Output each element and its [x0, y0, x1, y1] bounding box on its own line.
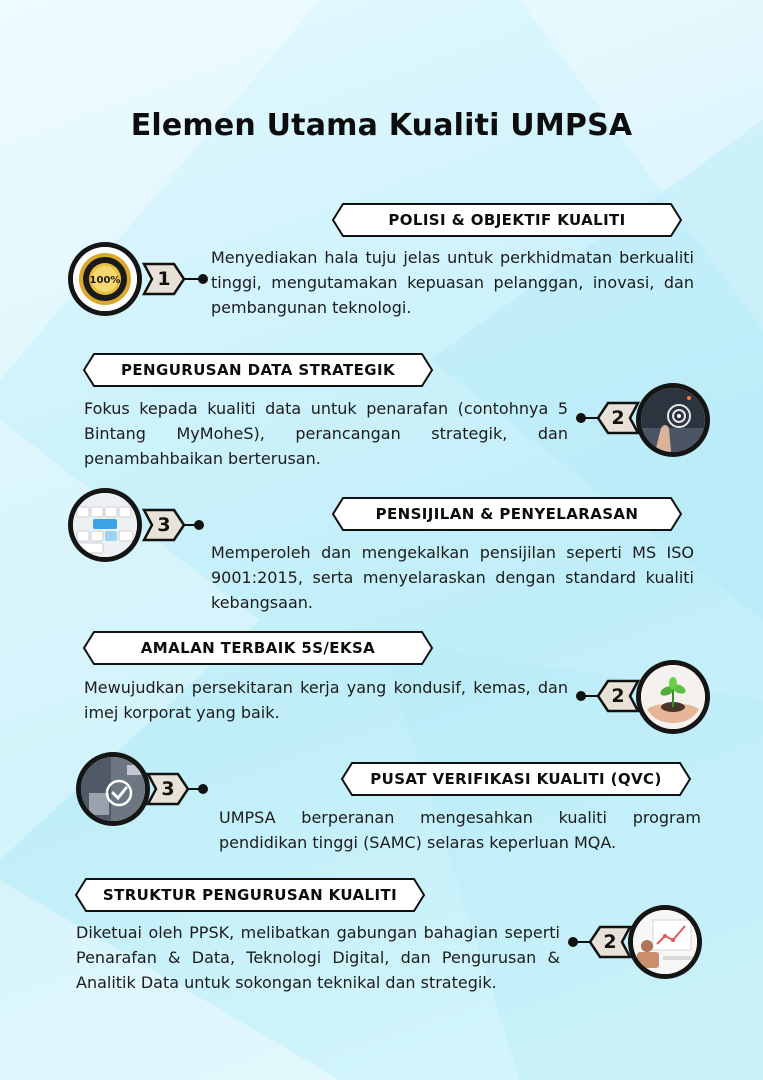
connector-dot-3	[194, 520, 204, 530]
badge-text: 100%	[89, 275, 121, 286]
body-pensijilan: Memperoleh dan mengekalkan pensijilan seperti MS ISO 9001:2015, serta menyelaraskan dengan standard kualiti kebangsaan.	[211, 543, 694, 612]
number-1: 1	[157, 268, 171, 290]
body-polisi: Menyediakan hala tuju jelas untuk perkhidmatan berkualiti tinggi, mengutamakan kepuasan pelanggan, inovasi, dan pembangunan teknologi.	[211, 248, 694, 317]
heading-amalan: AMALAN TERBAIK 5S/EKSA	[140, 639, 376, 657]
heading-banner-amalan	[82, 630, 434, 666]
number-tag-1	[142, 262, 186, 296]
number-tag-4	[596, 679, 640, 713]
number-3: 3	[157, 514, 171, 536]
number-tag-2	[596, 401, 640, 435]
image-circle-3	[68, 488, 142, 562]
number-tag-3	[142, 508, 186, 542]
body-struktur: Diketuai oleh PPSK, melibatkan gabungan bahagian seperti Penarafan & Data, Teknologi Digital, dan Pengurusan & Analitik Data untuk sokongan teknikal dan strategik.	[76, 923, 560, 992]
image-circle-4	[636, 660, 710, 734]
heading-polisi: POLISI & OBJEKTIF KUALITI	[388, 211, 626, 229]
body-qvc: UMPSA berperanan mengesahkan kualiti program pendidikan tinggi (SAMC) selaras keperluan MQA.	[219, 808, 701, 852]
image-circle-1	[68, 242, 142, 316]
verified-check-icon	[81, 757, 145, 821]
keyboard-icon	[73, 493, 137, 557]
heading-qvc: PUSAT VERIFIKASI KUALITI (QVC)	[370, 770, 662, 788]
page-title: Elemen Utama Kualiti UMPSA	[130, 108, 633, 143]
heading-data-strategik: PENGURUSAN DATA STRATEGIK	[120, 361, 396, 379]
plant-in-hands-icon	[641, 665, 705, 729]
number-tag-5	[146, 772, 190, 806]
heading-banner-qvc	[340, 761, 692, 797]
number-5: 3	[161, 778, 175, 800]
image-circle-5	[76, 752, 150, 826]
heading-banner-pensijilan	[331, 496, 683, 532]
number-tag-6	[588, 925, 632, 959]
body-data-strategik: Fokus kepada kualiti data untuk penarafan (contohnya 5 Bintang MyMoheS), perancangan strategik, dan penambahbaikan berterusan.	[84, 399, 568, 468]
image-circle-2	[636, 383, 710, 457]
number-4: 2	[611, 685, 625, 707]
heading-banner-polisi	[331, 202, 683, 238]
image-circle-6	[628, 905, 702, 979]
connector-dot-5	[198, 784, 208, 794]
connector-dot-1	[198, 274, 208, 284]
heading-banner-data-strategik	[82, 352, 434, 388]
number-6: 2	[603, 931, 617, 953]
heading-struktur: STRUKTUR PENGURUSAN KUALITI	[102, 886, 398, 904]
satisfaction-badge-icon	[73, 247, 137, 311]
number-2: 2	[611, 407, 625, 429]
heading-pensijilan: PENSIJILAN & PENYELARASAN	[375, 505, 639, 523]
body-amalan: Mewujudkan persekitaran kerja yang kondusif, kemas, dan imej korporat yang baik.	[84, 678, 568, 722]
presentation-chart-icon	[633, 910, 697, 974]
target-touch-icon	[641, 388, 705, 452]
heading-banner-struktur	[74, 877, 426, 913]
